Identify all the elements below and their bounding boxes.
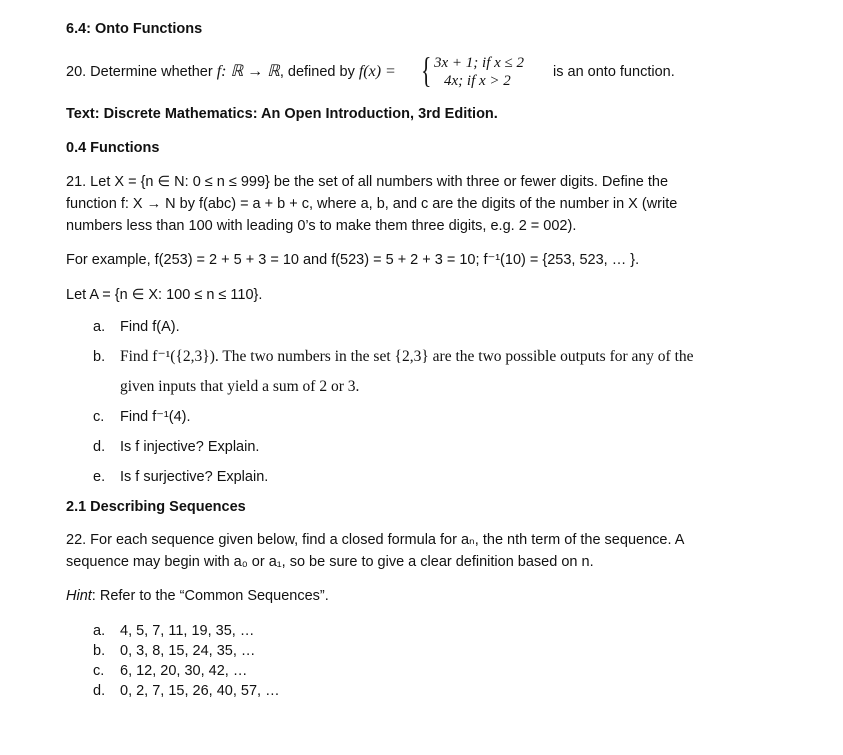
p21-item-a-text: Find f(A).	[120, 319, 180, 335]
hint-label: Hint	[66, 588, 92, 604]
p22-line-1: 22. For each sequence given below, find a closed formula for aₙ, the nth term of the sequence. A	[66, 532, 685, 548]
p21-item-b-cont: given inputs that yield a sum of 2 or 3.	[120, 378, 360, 395]
piecewise-case-2: 4x; if x > 2	[444, 73, 511, 89]
section-2-1-title: 2.1 Describing Sequences	[66, 499, 246, 515]
p21-item-b-text: Find f⁻¹({2,3}). The two numbers in the set {2,3} are the two possible outputs for any of the	[120, 348, 694, 365]
p21-line-1: 21. Let X = {n ∈ N: 0 ≤ n ≤ 999} be the set of all numbers with three or fewer digits. Define the	[66, 174, 669, 190]
p22-item-b-label: b.	[93, 643, 106, 659]
p22-item-d-text: 0, 2, 7, 15, 26, 40, 57, …	[120, 683, 280, 699]
p20-fmap: f: ℝ → ℝ	[216, 63, 280, 80]
p22-line-2: sequence may begin with a₀ or a₁, so be sure to give a clear definition based on n.	[66, 554, 594, 570]
p20-lead: 20. Determine whether	[66, 64, 217, 80]
p21-item-d-text: Is f injective? Explain.	[120, 439, 260, 455]
p21-item-e-text: Is f surjective? Explain.	[120, 469, 269, 485]
text-reference: Text: Discrete Mathematics: An Open Introduction, 3rd Edition.	[66, 106, 498, 122]
piecewise-case-1: 3x + 1; if x ≤ 2	[434, 55, 524, 71]
p21-item-e-label: e.	[93, 469, 106, 485]
p21-example: For example, f(253) = 2 + 5 + 3 = 10 and f(523) = 5 + 2 + 3 = 10; f⁻¹(10) = {253, 523, … }.	[66, 252, 640, 268]
p20-tail: is an onto function.	[553, 64, 675, 80]
p21-line-3: numbers less than 100 with leading 0’s to make them three digits, e.g. 2 = 002).	[66, 218, 577, 234]
problem-20	[66, 62, 396, 82]
section-0-4-title: 0.4 Functions	[66, 140, 160, 156]
p21-line-2: function f: X → N by f(abc) = a + b + c, where a, b, and c are the digits of the number in X (write	[66, 196, 678, 212]
section-6-4-title: 6.4: Onto Functions	[66, 21, 203, 37]
p21-let-a: Let A = {n ∈ X: 100 ≤ n ≤ 110}.	[66, 287, 263, 303]
p21-item-c-label: c.	[93, 409, 105, 425]
p22-item-a-text: 4, 5, 7, 11, 19, 35, …	[120, 623, 255, 639]
p21-item-b-label: b.	[93, 349, 106, 365]
p22-item-d-label: d.	[93, 683, 106, 699]
p22-item-c-label: c.	[93, 663, 105, 679]
p22-item-c-text: 6, 12, 20, 30, 42, …	[120, 663, 248, 679]
piecewise-brace: {	[421, 50, 432, 90]
p22-item-b-text: 0, 3, 8, 15, 24, 35, …	[120, 643, 256, 659]
p20-fx: f(x) =	[358, 63, 396, 80]
hint-text: : Refer to the “Common Sequences”.	[91, 588, 329, 604]
p21-item-c-text: Find f⁻¹(4).	[120, 409, 191, 425]
p21-item-a-label: a.	[93, 319, 106, 335]
p22-item-a-label: a.	[93, 623, 106, 639]
p22-hint	[66, 586, 329, 606]
p20-defined: , defined by	[279, 64, 359, 80]
p21-item-d-label: d.	[93, 439, 106, 455]
